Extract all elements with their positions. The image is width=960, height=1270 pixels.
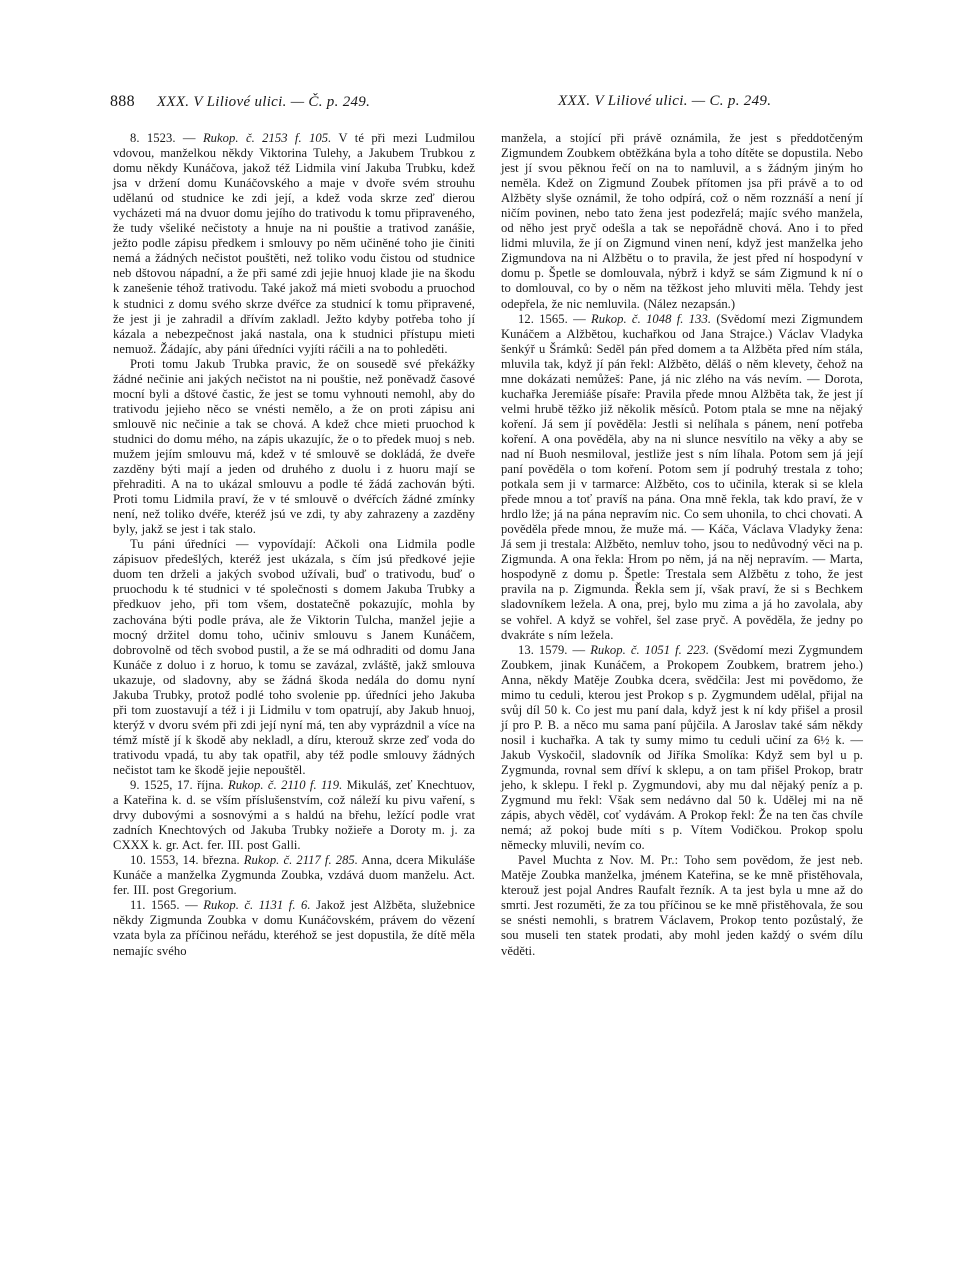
entry-11-continuation: manžela, a stojící při právě oznámila, že jest s předdotčeným Zigmundem Zoubkem obtěžkána byla a toho dítěte se dopustila. Nebo jest jí svou pěknou řečí on na to namluvil, a s žádným jiným ho neměla. Kdež on Zigmund Zoubek přítomen jsa při právě a to od Alžběty slyše oznámil, že toho odpírá, což o něm rozznáší a není jí ničím povinen, nebo tato žena jest podezřelá; majíc svého manžela, od něho jest pryč odešla a tak se nepořádně chová. Ano i to před lidmi mluvila, že jí on Zigmund vinen není, když jest manželka jeho Zigmundova na ni Alžbětu o to pravila, že jest před ní hospodyní v domu p. Špetle se domlouvala, nýbrž i když se sám Zigmund k ní o to domlouval, co by o něm na těžkost jeho mluviti měla. Tehdy jest odepřela, že nic nemluvila. (Nález nezapsán.) [501, 131, 863, 311]
entry-9-ref: Rukop. č. 2110 f. 119. [227, 778, 343, 793]
entry-12-lead: 12. 1565. — [518, 311, 592, 326]
entry-8 [113, 131, 475, 357]
page-number: 888 [110, 93, 135, 110]
entry-9 [113, 778, 475, 853]
right-text-column [501, 131, 863, 959]
entry-12 [501, 312, 863, 643]
entry-8-ref: Rukop. č. 2153 f. 105. [202, 131, 332, 145]
entry-13-lead: 13. 1579. — [518, 642, 591, 657]
entry-9-text: Mikuláš, zeť Knechtuov, a Kateřina k. d. se vším příslušenstvím, což náleží ku pivu vaření, s drvy dubovými a sosnovými a s haldú na břehu, ležící podle vrat zadních Knechtových od Jakuba Trubky nožieře a Doroty m. j. za CXXX k. gr. Act. fer. III. post Galli. [113, 778, 475, 853]
entry-13 [501, 643, 863, 854]
entry-13-text: (Svědomí mezi Zygmundem Zoubkem, jinak Kunáčem, a Prokopem Zoubkem, bratrem jeho.) Anna, někdy Matěje Zoubka dcera, svědčila: Jest mi povědomo, že mimo tu ceduli, kterou jest Prokop s p. Zygmundem udělal, přijal na svůj díl 50 k. Co jest mu paní dala, když jest k ní kdy přišel a prosil jí pro P. B. a něco mu sama paní půjčila. A Jaroslav také sám někdy nosil i kuchařka. A tak ty sumy mimo tu ceduli učiní za 6½ k. — Jakub Vyskočil, sladovník od Jiříka Smolíka: Když sem byl u p. Zygmunda, rovnal sem dříví k sklepu, a on tam přišel Prokop, bratr jeho, k sklepu. I řekl p. Zygmundovi, aby mu dal nějaký peníz a p. Zygmund mu řekl: Však sem nedávno dal 50 k. Udělej mi na ně zápis, abych věděl, coť vydávám. A Prokop řekl: Že na ten čas chvíle nemá; až pokoj bude míti s p. Vítem Vodičkou. Prokop spolu německy mluvili, nevím co. [501, 642, 864, 853]
running-header-left [110, 93, 370, 111]
entry-8-paragraph-3: Tu páni úředníci — vypovídají: Ačkoli ona Lidmila podle zápisuov předešlých, kteréž jest ukázala, s čím jsú předkové jejie duom ten drželi a jakých svobod užívali, buď o trativodu, buď o pruochodu k té studnici v té společnosti s domem Jakuba Trubky a předkuov jeho, při tom všem, dostatečně pokazujíc, mohla by zachována býti podle práva, ale že Viktorin Tulcha, manžel jejie a mocný držitel domu toho, učiniv smlouvu s Janem Kunáčem, dobrovolně od těch svobod pustil, a že se má odhraditi od domu Jana Kunáče z doluo i z horuo, k tomu se zavázal, zvláště, jakž smlouva ukazuje, od sladovny, aby se žádná škoda nedála do domu nyní Jakuba Trubky, protož podlé toho svolenie pp. úředníci jeho Jakuba při tom zuostavují a též i ji Lidmilu v tom opatrují, aby Jakub hnuoj, kterýž v dvoru svém při zdi její nyní má, ten aby vyprázdnil a více na témž místě jí k škodě aby nekladl, a díru, kterouž skrze zeď voda do trativodu vpadá, tu aby tak opatřil, aby též podle smlouvy žádných nečistot tam ke škodě jejie nepouštěl. [113, 537, 475, 777]
entry-10-text: Anna, dcera Mikuláše Kunáče a manželka Zygmunda Zoubka, vzdává duom manželu. Act. fer. III. post Gregorium. [113, 853, 475, 898]
entry-11-lead: 11. 1565. — [130, 898, 204, 913]
entry-8-lead: 8. 1523. — [130, 131, 203, 145]
entry-13-ref: Rukop. č. 1051 f. 223. [590, 642, 710, 657]
entry-11-ref: Rukop. č. 1131 f. 6. [203, 898, 311, 913]
entry-10-ref: Rukop. č. 2117 f. 285. [243, 853, 358, 868]
entry-9-lead: 9. 1525, 17. října. [130, 778, 228, 793]
left-text-column [113, 131, 475, 959]
entry-10-lead: 10. 1553, 14. března. [130, 853, 244, 868]
entry-12-text: (Svědomí mezi Zigmundem Kunáčem a Alžbětou, kuchařkou od Jana Strajce.) Václav Vladyka šenkýř u Šrámků: Seděl pán před domem a ta Alžběta před ním stála, mluvila tak, když jí pán řekl: Alžběto, děláš o něm klevety, čehož na mne dokázati nemůžeš: Pane, já nic zlého na vás nevím. — Dorota, kuchařka Jeremiáše písaře: Pravila přede mnou Alžběta tak, že jest jí velmi hrubě těžko již několik měsíců. Potom ptala se mne na nějaký koření. Já sem jí pověděla: Jestli si nelíhala s pánem, není potřeba koření. A ona pověděla, aby na ni slunce nesvítilo na věky a aby se nad ní Buoh nesmiloval, jestliže jest s ním líhala. Potom sem já její paní pověděla o tom koření. Potom sem jí podruhý trestala z toho; potkala sem ji v tarmarce: Alžběto, cos to učinila, kterak si se klela přede mnou a toť pravíš na pána. Ona mně řekla, tak kdo praví, že v hrdlo lže; já na pána nepravím nic. Co sem uhonila, to chci chovati. A pověděla přede mnou, že muže má. — Káča, Václava Vladyky žena: Já sem ji trestala: Alžběto, nemluv toho, jsou to nedůvodný věci na p. Zigmunda. A ona řekla: Hrom po něm, já na něj nepravím. — Marta, hospodyně z domu p. Špetle: Trestala sem Alžbětu z toho, že jest pravila na p. Zigmunda. Řekla sem jí, však praví, že si s Bechkem sladovníkem ležela. A ona, prej, bylo mu zima a já ho zavolala, aby se vohřel. A když se vohřel, šel zase pryč. A pověděla, že jedny po dvakráte s ním ležela. [501, 311, 863, 642]
entry-12-ref: Rukop. č. 1048 f. 133. [591, 311, 712, 326]
entry-8-paragraph-2: Proti tomu Jakub Trubka pravic, že on sousedě své překážky žádné nečinie ani jakých nečistot na ni pouštie, než poněvadž časové mocní byli a dštové častic, že jest se tomu vyhnouti nemohl, aby do trativodu jejieho něco se vnésti nemělo, a že on proti zápisu ani smlouvě nic nečinie a tak se chová. A kdež chce mieti pruochod k studnici do domu mého, na zápis ukazujíc, že o to předek muoj s neb. mužem jejím smlouvu má, kdež v té smlouvě se dokládá, že dveře zazděny býti mají a jeden od druhého z duolu i z huoru mají se přehraditi. A na to ukázal smlouvu a podle té žádá zachován býti. Proti tomu Lidmila praví, že v té smlouvě o dvéřcích žádné zmínky není, než toliko dvéře, kteréž jsú ve zdi, ty aby zahrazeny a zazděny byly, jakž se jest i tak stalo. [113, 356, 475, 537]
entry-11 [113, 898, 475, 958]
running-header-right [558, 93, 771, 110]
entry-8-text: V té při mezi Ludmilou vdovou, manželkou někdy Viktorina Tulehy, a Jakubem Trubkou z domu někdy Kunáčova, jakož též Lidmila viní Jakuba Trubku, kdež jsa v držení domu Kunáčovského a maje v dvoře svém strouhu udělanú od studnice ke zdi její, a kdež voda skrze zeď dierou vycházeti má na dvuor domu jejího do trativodu k tomu připraveného, že tudy všeliké nečistoty a hnuje na ni pouštie a trativod zanášie, ježto podle zápisu předkem i smlouvy po něm učiněné toho jie činiti nemá a žádných nečistot pouštěti, než toliko vodu čistou od studnice neb dštovou nápadní, a že při samé zdi jejie hnuoj klade jie na škodu k zanešenie téhož trativodu. Také jakož má mieti svobodu a pruochod k studnici z domu svého skrze dvéřce za studnicí k tomu připravené, že jest ji je zahradil a dřívím zakladl. Ježto kdyby potřeba toho jí kázala a nebezpečnost jaká nastala, ona k studnici přístupu mieti nemuož. Žádajíc, aby páni úředníci vyjíti ráčili a na to pohleděti. [113, 131, 475, 356]
entry-11-text: Jakož jest Alžběta, služebnice někdy Zigmunda Zoubka v domu Kunáčovském, právem do vězení vzata byla za příčinou neřádu, kteréhož se jest dopustila, že dítě měla nemajíc svého [113, 898, 476, 958]
running-title-left: XXX. V Liliové ulici. — Č. p. 249. [156, 94, 371, 110]
running-title-right: XXX. V Liliové ulici. — C. p. 249. [558, 93, 772, 109]
entry-13-paragraph-2: Pavel Muchta z Nov. M. Pr.: Toho sem povědom, že jest neb. Matěje Zoubka manželka, jménem Kateřina, se ke mně přistěhovala, kterouž jest pojal Andres Raufalt řezník. A ta jest byla u mne až do smrti. Jest rozuměti, že za tou příčinou se ke mně přistěhovala, že sou se snésti nemohli, s bratrem Václavem, Prokop tento pozůstalý, že sou museli ten statek prodati, aby mohl jeden každý o svém dílu věděti. [501, 853, 863, 958]
entry-10 [113, 853, 475, 898]
